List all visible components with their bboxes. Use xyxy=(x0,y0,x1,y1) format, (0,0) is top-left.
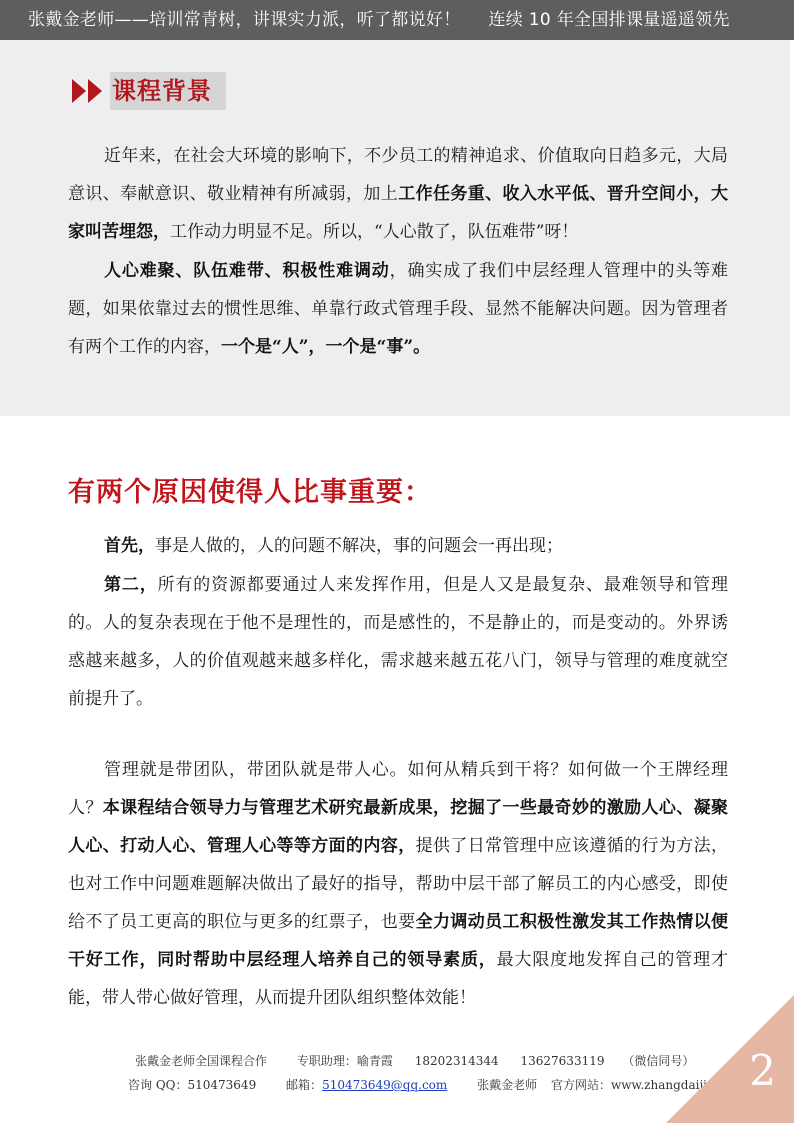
footer-info-line: 咨询 QQ：510473649 邮箱：510473649@qq.com 张戴金老师 官方网站：www.zhangdaijin.com xyxy=(128,1078,744,1092)
section-heading-label: 课程背景 xyxy=(110,72,226,110)
banner-claim: 连续 10 年全国排课量遥遥领先 xyxy=(488,10,730,30)
reason-paragraph-1: 首先，事是人做的，人的问题不解决，事的问题会一再出现； xyxy=(104,536,563,556)
section-heading xyxy=(72,72,226,110)
course-paragraph: 管理就是带团队，带团队就是带人心。如何从精兵到干将？如何做一个王牌经理人？本课程结合领导力与管理艺术研究最新成果，挖掘了一些最奇妙的激励人心、凝聚人心、打动人心、管理人心等等方面的内容，提供了日常管理中应该遵循的行为方法，也对工作中问题难题解决做出了最好的指导，帮助中层干部了解员工的内心感受，即使给不了员工更高的职位与更多的红票子，也要全力调动员工积极性激发其工作热情以便干好工作，同时帮助中层经理人培养自己的领导素质，最大限度地发挥自己的管理才能，带人带心做好管理，从而提升团队组织整体效能！ xyxy=(68,760,729,1008)
page-number: 2 xyxy=(749,1046,776,1095)
reason-paragraph-2: 第二，所有的资源都要通过人来发挥作用，但是人又是最复杂、最难领导和管理的。人的复杂表现在于他不是理性的，而是感性的，不是静止的，而是变动的。外界诱惑越来越多，人的价值观越来越多样化，需求越来越五花八门，领导与管理的难度就空前提升了。 xyxy=(68,575,729,709)
top-banner xyxy=(0,0,794,40)
footer-contact-line: 张戴金老师全国课程合作 专职助理：喻青霞 18202314344 13627633119 （微信同号） xyxy=(135,1054,695,1068)
banner-slogan: 张戴金老师——培训常青树，讲课实力派，听了都说好！ xyxy=(28,10,461,30)
background-paragraph-1: 近年来，在社会大环境的影响下，不少员工的精神追求、价值取向日趋多元，大局意识、奉献意识、敬业精神有所减弱，加上工作任务重、收入水平低、晋升空间小，大家叫苦埋怨，工作动力明显不足。所以，“人心散了，队伍难带”呀！ xyxy=(68,146,729,242)
email-link[interactable]: 510473649@qq.com xyxy=(322,1078,448,1092)
background-paragraph-2: 人心难聚、队伍难带、积极性难调动，确实成了我们中层经理人管理中的头等难题，如果依靠过去的惯性思维、单靠行政式管理手段、显然不能解决问题。因为管理者有两个工作的内容，一个是“人”，一个是“事”。 xyxy=(68,261,729,357)
reasons-title: 有两个原因使得人比事重要： xyxy=(68,477,432,508)
double-arrow-icon xyxy=(72,79,104,103)
